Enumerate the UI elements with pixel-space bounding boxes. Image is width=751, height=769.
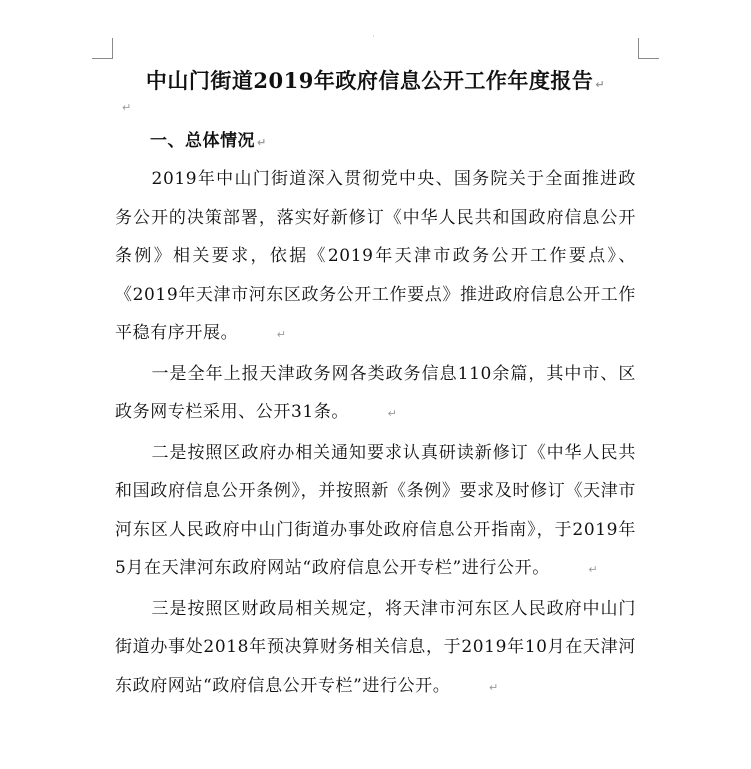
section-heading-text: 一、总体情况 [150,131,255,151]
paragraph-mark-icon: ↵ [276,328,287,341]
paragraph-mark-icon: ↵ [122,101,132,114]
paragraph-mark-icon: ↵ [387,407,398,420]
header-marker: ⸼ [373,30,375,37]
crop-mark-top-right [638,38,659,59]
paragraph-text: 一是全年上报天津政务网各类政务信息110余篇，其中市、区政务网专栏采用、公开31条。 [115,363,636,422]
document-title-text: 中山门街道2019年政府信息公开工作年度报告 [145,68,594,93]
paragraph-text: 2019年中山门街道深入贯彻党中央、国务院关于全面推进政务公开的决策部署，落实好新修订《中华人民共和国政府信息公开条例》相关要求，依据《2019年天津市政务公开工作要点》、《2019年天津市河东区政务公开工作要点》推进政府信息公开工作平稳有序开展。 [115,169,636,343]
paragraph-text: 三是按照区财政局相关规定，将天津市河东区人民政府中山门街道办事处2018年预决算财务相关信息，于2019年10月在天津河东政府网站“政府信息公开专栏”进行公开。 [115,598,636,696]
document-body [115,160,636,707]
paragraph-text: 二是按照区政府办相关通知要求认真研读新修订《中华人民共和国政府信息公开条例》，并按照新《条例》要求及时修订《天津市河东区人民政府中山门街道办事处政府信息公开指南》，于2019年5月在天津河东政府网站“政府信息公开专栏”进行公开。 [115,442,636,578]
paragraph-item-two[interactable] [115,434,636,590]
crop-mark-top-left [92,38,113,59]
paragraph-overview[interactable] [115,160,636,355]
empty-paragraph[interactable] [120,96,131,120]
paragraph-mark-icon: ↵ [588,563,599,576]
paragraph-item-three[interactable] [115,590,636,708]
section-heading[interactable] [150,128,267,156]
document-title[interactable] [0,66,751,100]
paragraph-mark-icon: ↵ [595,78,606,91]
paragraph-item-one[interactable] [115,355,636,434]
paragraph-mark-icon: ↵ [488,680,499,694]
paragraph-mark-icon: ↵ [257,136,267,149]
